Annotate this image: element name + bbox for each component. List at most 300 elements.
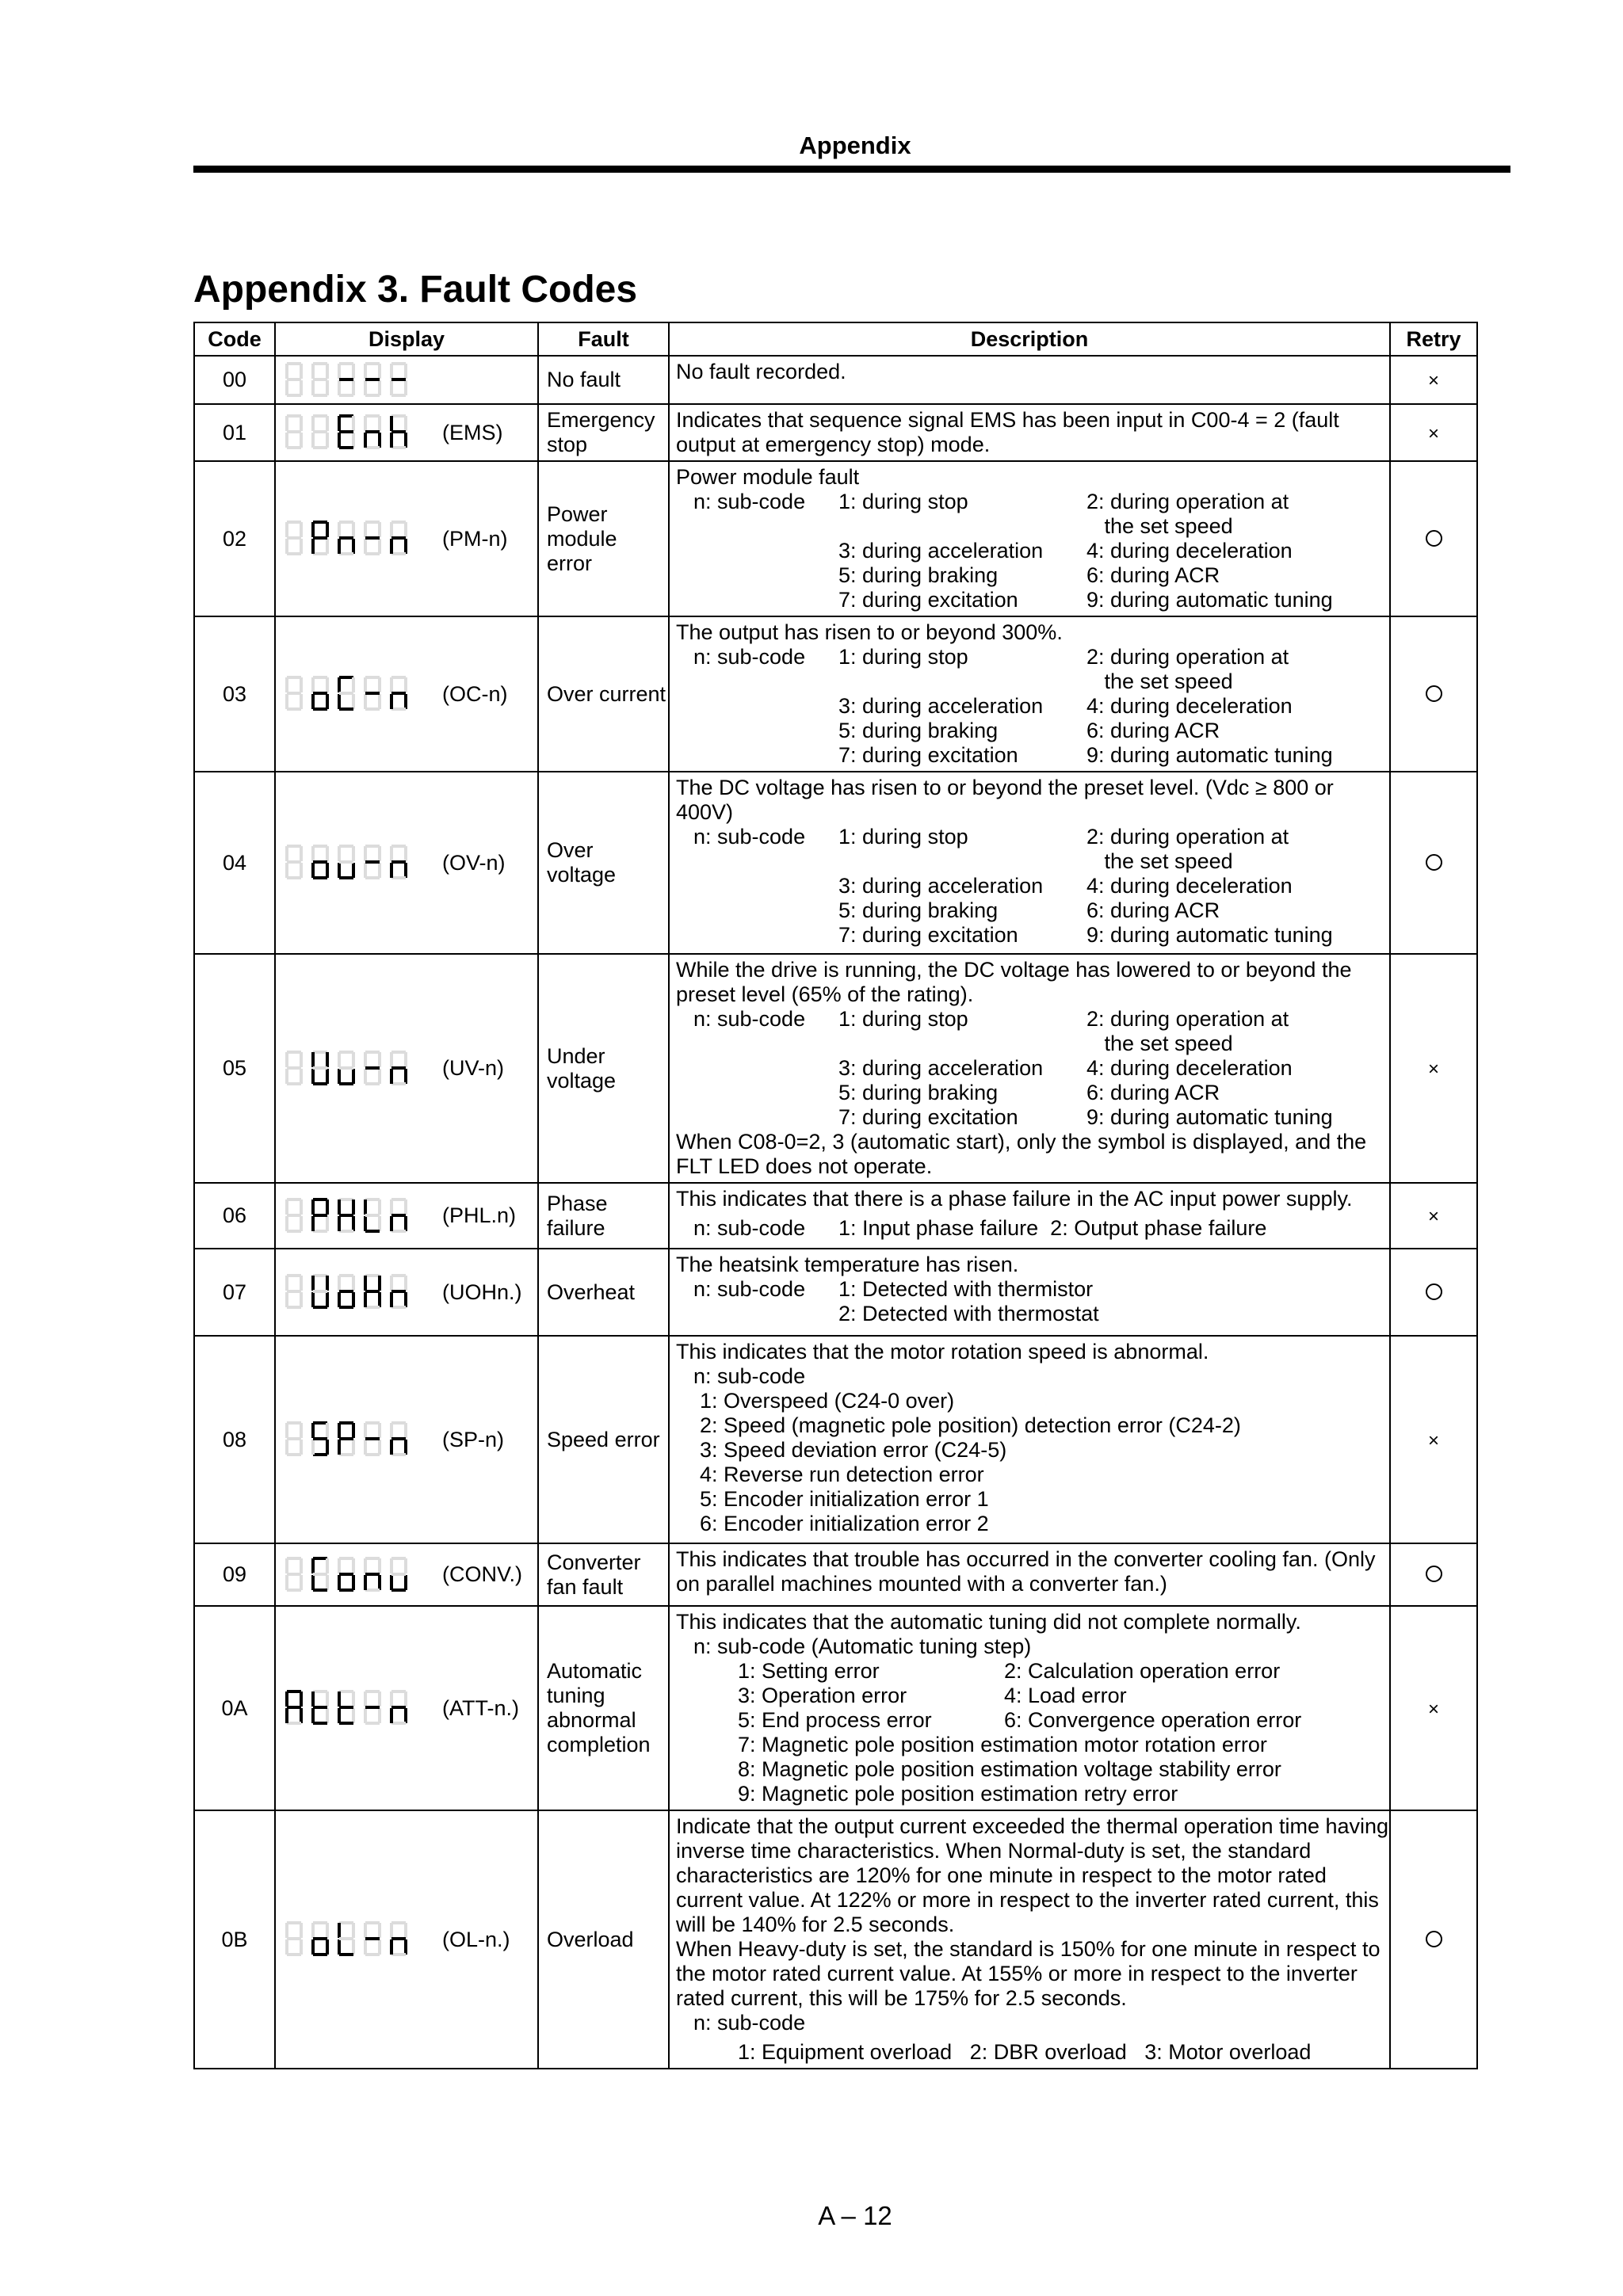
subcode-item: 3: during acceleration [838,1056,1044,1080]
table-row [194,356,1477,404]
seven-seg-digit [390,845,407,879]
display-cell [275,1336,538,1543]
seven-seg-digit [338,676,355,711]
subcode-line [676,898,1383,923]
subcode-item: 6: during ACR [1086,1081,1220,1104]
led-display [276,1920,537,1959]
description-line: Indicate that the output current exceeded the thermal operation time having [676,1814,1389,1838]
fault-name: Power module error [538,461,669,616]
table-row [194,616,1477,772]
seven-seg-digit [390,1274,407,1309]
subcode-line [676,1708,1383,1733]
seven-seg-digit [338,362,355,397]
seven-seg-digit [390,1690,407,1725]
subcode-label: n: sub-code [693,1007,806,1031]
seven-seg-digit [390,1421,407,1456]
description-line: When Heavy-duty is set, the standard is 150% for one minute in respect to [676,1937,1381,1961]
subcode-label [676,923,838,948]
description-line: the motor rated current value. At 155% or more in respect to the inverter [676,1962,1358,1985]
seven-segment-display [284,360,418,400]
seven-segment-display [284,1920,418,1959]
fault-code: 0B [194,1810,275,2069]
subcode-item: 4: during deceleration [1086,874,1293,898]
table-row [194,954,1477,1183]
subcode-item: 2: Speed (magnetic pole position) detection error (C24-2) [700,1413,1241,1437]
subcode-item [838,1032,1086,1056]
subcode-item: the set speed [1086,849,1233,873]
seven-seg-digit [311,1921,329,1956]
subcode-label: n: sub-code [693,1364,806,1388]
seven-seg-digit [285,1051,303,1085]
display-abbreviation: (UOHn.) [442,1280,522,1304]
fault-code: 04 [194,772,275,954]
subcode-line [676,1659,1383,1684]
subcode-label [676,1032,838,1056]
fault-code: 09 [194,1543,275,1606]
description-line: When C08-0=2, 3 (automatic start), only the symbol is displayed, and the [676,1130,1367,1154]
subcode-label [676,563,838,588]
fault-name: Converter fan fault [538,1543,669,1606]
description-line: This indicates that trouble has occurred in the converter cooling fan. (Only [676,1547,1376,1571]
subcode-item: 3: Speed deviation error (C24-5) [700,1438,1007,1462]
retry-circle-icon [1426,685,1442,702]
seven-seg-digit [338,845,355,879]
seven-seg-digit [338,1274,355,1309]
page-number: A – 12 [818,2201,892,2230]
display-cell [275,772,538,954]
retry-cell [1390,1606,1477,1810]
subcode-label [676,694,838,719]
led-display [276,843,537,883]
retry-cross-icon: × [1427,1429,1439,1451]
seven-segment-display [284,1688,418,1728]
description-cell [669,356,1390,404]
subcode-label [676,539,838,563]
table-row [194,1543,1477,1606]
table-row [194,1249,1477,1336]
seven-seg-digit [338,1051,355,1085]
subcode-item: 9: during automatic tuning [1086,743,1333,767]
subcode-item: 5: during braking [838,563,999,587]
seven-seg-digit [364,1274,381,1309]
subcode-item: 6: Convergence operation error [1004,1708,1302,1732]
seven-seg-digit [390,362,407,397]
description-cell [669,1336,1390,1543]
retry-cell [1390,772,1477,954]
retry-cell [1390,1810,1477,2069]
subcode-line [676,1032,1383,1056]
seven-seg-digit [364,1690,381,1725]
subcode-line [676,1302,1383,1326]
seven-seg-digit [311,1274,329,1309]
seven-seg-digit [285,1690,303,1725]
seven-seg-digit [311,414,329,449]
subcode-item: 2: during operation at [1086,825,1289,849]
seven-seg-digit [285,1421,303,1456]
subcode-label: n: sub-code [693,1216,806,1240]
fault-code: 08 [194,1336,275,1543]
seven-seg-digit [390,1557,407,1592]
retry-cell [1390,616,1477,772]
seven-segment-display [284,843,418,883]
subcode-label [676,719,838,743]
subcode-item: 2: Calculation operation error [1004,1659,1281,1683]
fault-name: Over voltage [538,772,669,954]
retry-cross-icon: × [1427,422,1439,444]
subcode-line [676,1277,1383,1302]
seven-seg-digit [364,1421,381,1456]
subcode-line [676,1684,1383,1708]
subcode-line [676,1105,1383,1130]
display-cell [275,461,538,616]
description-cell [669,616,1390,772]
subcode-line [676,1216,1383,1241]
seven-seg-digit [338,1198,355,1233]
subcode-label: n: sub-code [693,645,806,669]
description-cell [669,461,1390,616]
seven-seg-digit [311,845,329,879]
header-display: Display [275,322,538,356]
retry-circle-icon [1426,1931,1442,1947]
retry-circle-icon [1426,1566,1442,1582]
subcode-item: 6: during ACR [1086,563,1220,587]
section-title: Appendix 3. Fault Codes [193,269,638,311]
seven-seg-digit [364,1921,381,1956]
seven-seg-digit [311,1421,329,1456]
subcode-item: 2: during operation at [1086,645,1289,669]
subcode-item: 7: during excitation [838,923,1018,947]
subcode-item: 9: Magnetic pole position estimation retry error [738,1782,1178,1806]
subcode-label [676,1302,838,1326]
subcode-item: 6: during ACR [1086,898,1220,922]
seven-seg-digit [311,676,329,711]
subcode-label [676,1081,838,1105]
header-fault: Fault [538,322,669,356]
subcode-item: 7: during excitation [838,1105,1018,1129]
fault-name: Over current [538,616,669,772]
subcode-item: the set speed [1086,514,1233,538]
seven-seg-digit [285,1921,303,1956]
subcode-item: 1: Setting error [738,1659,880,1683]
subcode-line [676,825,1383,849]
description-line: This indicates that there is a phase failure in the AC input power supply. [676,1187,1353,1211]
table-row [194,1606,1477,1810]
subcode-item: 3: during acceleration [838,694,1044,718]
description-line: No fault recorded. [676,360,846,383]
led-display [276,1196,537,1236]
seven-seg-digit [285,676,303,711]
fault-code: 0A [194,1606,275,1810]
led-display [276,1420,537,1459]
subcode-label [676,743,838,768]
display-cell [275,1249,538,1336]
subcode-line [676,1056,1383,1081]
subcode-line [676,490,1383,514]
fault-name: Under voltage [538,954,669,1183]
retry-cell [1390,356,1477,404]
subcode-item: 1: during stop [838,645,968,669]
display-abbreviation: (OC-n) [442,681,508,706]
seven-segment-display [284,1049,418,1089]
seven-seg-digit [311,1051,329,1085]
description-cell [669,1249,1390,1336]
subcode-label: n: sub-code (Automatic tuning step) [693,1634,1032,1658]
description-line: current value. At 122% or more in respect to the inverter rated current, this [676,1888,1379,1912]
subcode-item: 4: Load error [1004,1684,1127,1707]
seven-seg-digit [390,1198,407,1233]
led-display [276,413,537,452]
description-cell [669,1606,1390,1810]
subcode-line [676,539,1383,563]
description-line: The DC voltage has risen to or beyond the preset level. (Vdc ≥ 800 or [676,776,1334,799]
seven-seg-digit [390,414,407,449]
description-line: While the drive is running, the DC voltage has lowered to or beyond the [676,958,1352,982]
subcode-item: 1: Overspeed (C24-0 over) [700,1389,955,1413]
retry-cross-icon: × [1427,1698,1439,1720]
seven-seg-digit [364,414,381,449]
subcode-item: 7: Magnetic pole position estimation motor rotation error [738,1733,1267,1756]
description-line: This indicates that the automatic tuning did not complete normally. [676,1610,1301,1634]
subcode-line [676,743,1383,768]
display-abbreviation: (EMS) [442,420,503,444]
table-body [194,356,1477,2069]
subcode-item [838,514,1086,539]
seven-seg-digit [338,521,355,555]
table-header-row [194,322,1477,356]
led-display [276,1688,537,1728]
seven-seg-digit [390,521,407,555]
subcode-item: 3: Operation error [738,1684,907,1707]
description-line: will be 140% for 2.5 seconds. [676,1913,955,1936]
led-display [276,1555,537,1595]
display-abbreviation: (SP-n) [442,1427,505,1451]
display-cell [275,1810,538,2069]
seven-seg-digit [338,1690,355,1725]
subcode-item: 1: during stop [838,1007,968,1031]
subcode-item [1086,1277,1383,1302]
table-row [194,461,1477,616]
fault-code: 02 [194,461,275,616]
display-abbreviation: (CONV.) [442,1562,523,1586]
led-display [276,674,537,714]
fault-name: No fault [538,356,669,404]
subcode-line [676,694,1383,719]
led-display [276,1272,537,1312]
subcode-item: 6: during ACR [1086,719,1220,742]
led-display [276,1049,537,1089]
subcode-item: 5: End process error [738,1708,932,1732]
seven-seg-digit [364,1051,381,1085]
seven-segment-display [284,1555,418,1595]
seven-segment-display [284,1272,418,1312]
subcode-item: 1: Input phase failure 2: Output phase failure [838,1216,1267,1240]
description-line: preset level (65% of the rating). [676,982,974,1006]
seven-seg-digit [311,1690,329,1725]
subcode-item: 4: during deceleration [1086,539,1293,563]
fault-name: Automatic tuning abnormal completion [538,1606,669,1810]
description-line: This indicates that the motor rotation speed is abnormal. [676,1340,1209,1363]
display-abbreviation: (PM-n) [442,526,508,551]
retry-cross-icon: × [1427,1206,1439,1227]
subcode-line [676,719,1383,743]
display-cell [275,1183,538,1249]
fault-codes-table [193,322,1478,2069]
subcode-item: 9: during automatic tuning [1086,588,1333,612]
seven-seg-digit [338,1921,355,1956]
seven-seg-digit [285,1557,303,1592]
seven-seg-digit [338,1421,355,1456]
seven-seg-digit [285,521,303,555]
display-abbreviation: (UV-n) [442,1056,505,1080]
retry-cell [1390,404,1477,461]
seven-seg-digit [311,1557,329,1592]
subcode-label [676,898,838,923]
description-line: 400V) [676,800,734,824]
fault-code: 01 [194,404,275,461]
header-description: Description [669,322,1390,356]
seven-seg-digit [364,676,381,711]
description-cell [669,772,1390,954]
seven-seg-digit [285,414,303,449]
fault-code: 06 [194,1183,275,1249]
seven-seg-digit [285,1274,303,1309]
description-cell [669,954,1390,1183]
description-line: inverse time characteristics. When Normal-duty is set, the standard [676,1839,1312,1863]
retry-cell [1390,1249,1477,1336]
header-rule [193,166,1510,173]
description-line: rated current, this will be 175% for 2.5 seconds. [676,1986,1127,2010]
subcode-item [838,669,1086,694]
subcode-label [676,1056,838,1081]
subcode-label [676,588,838,612]
subcode-label [676,1105,838,1130]
fault-name: Phase failure [538,1183,669,1249]
seven-segment-display [284,1196,418,1236]
fault-code: 00 [194,356,275,404]
subcode-item [838,849,1086,874]
fault-name: Overload [538,1810,669,2069]
description-line: output at emergency stop) mode. [676,433,991,456]
subcode-item: 2: Detected with thermostat [838,1302,1099,1325]
subcode-item: 1: Equipment overload 2: DBR overload 3: Motor overload [738,2040,1312,2064]
display-cell [275,954,538,1183]
subcode-item: 7: during excitation [838,588,1018,612]
subcode-item: 3: during acceleration [838,874,1044,898]
subcode-item: 8: Magnetic pole position estimation voltage stability error [738,1757,1281,1781]
display-abbreviation: (OL-n.) [442,1927,510,1951]
retry-cell [1390,461,1477,616]
subcode-item: 5: during braking [838,1081,999,1104]
description-line: Indicates that sequence signal EMS has been input in C00-4 = 2 (fault [676,408,1339,432]
subcode-line [676,563,1383,588]
seven-segment-display [284,674,418,714]
retry-circle-icon [1426,1283,1442,1300]
seven-seg-digit [364,845,381,879]
subcode-label: n: sub-code [693,825,806,849]
led-display [276,360,537,400]
description-line: The heatsink temperature has risen. [676,1253,1019,1276]
seven-seg-digit [364,1557,381,1592]
led-display [276,519,537,559]
subcode-item: 2: during operation at [1086,490,1289,513]
seven-seg-digit [390,676,407,711]
seven-seg-digit [311,1198,329,1233]
subcode-label: n: sub-code [693,1277,806,1301]
description-line: The output has risen to or beyond 300%. [676,620,1063,644]
fault-code: 05 [194,954,275,1183]
retry-cross-icon: × [1427,370,1439,391]
seven-seg-digit [285,362,303,397]
seven-seg-digit [364,362,381,397]
fault-name: Overheat [538,1249,669,1336]
retry-circle-icon [1426,530,1442,547]
fault-code: 07 [194,1249,275,1336]
subcode-line [676,645,1383,669]
retry-cell [1390,1183,1477,1249]
subcode-line [676,514,1383,539]
page-header: Appendix [799,132,911,159]
display-cell [275,1543,538,1606]
seven-seg-digit [338,414,355,449]
description-line: on parallel machines mounted with a converter fan.) [676,1572,1167,1596]
subcode-line [676,588,1383,612]
subcode-line [676,1007,1383,1032]
subcode-item: 1: Detected with thermistor [838,1277,1094,1301]
fault-code: 03 [194,616,275,772]
display-cell [275,1606,538,1810]
table-row [194,772,1477,954]
subcode-item: 2: during operation at [1086,1007,1289,1031]
subcode-item: 6: Encoder initialization error 2 [700,1512,989,1535]
seven-segment-display [284,413,418,452]
description-cell [669,404,1390,461]
seven-seg-digit [285,845,303,879]
seven-seg-digit [364,521,381,555]
fault-name: Speed error [538,1336,669,1543]
retry-cell [1390,1336,1477,1543]
subcode-line [676,874,1383,898]
seven-segment-display [284,519,418,559]
subcode-item: 1: during stop [838,825,968,849]
seven-seg-digit [285,1198,303,1233]
subcode-line [676,1081,1383,1105]
seven-seg-digit [311,362,329,397]
header-code: Code [194,322,275,356]
retry-cell [1390,954,1477,1183]
description-cell [669,1810,1390,2069]
subcode-item: 9: during automatic tuning [1086,923,1333,947]
subcode-label [676,874,838,898]
table-row [194,1183,1477,1249]
description-cell [669,1183,1390,1249]
subcode-item: 7: during excitation [838,743,1018,767]
display-abbreviation: (ATT-n.) [442,1695,519,1720]
seven-seg-digit [364,1198,381,1233]
subcode-item: 5: Encoder initialization error 1 [700,1487,989,1511]
subcode-item: 1: during stop [838,490,968,513]
display-cell [275,356,538,404]
seven-segment-display [284,1420,418,1459]
subcode-item: the set speed [1086,669,1233,693]
seven-seg-digit [390,1051,407,1085]
subcode-label [676,514,838,539]
subcode-item: the set speed [1086,1032,1233,1055]
subcode-item: 4: during deceleration [1086,1056,1293,1080]
subcode-line [676,849,1383,874]
seven-seg-digit [390,1921,407,1956]
description-cell [669,1543,1390,1606]
subcode-label [676,849,838,874]
